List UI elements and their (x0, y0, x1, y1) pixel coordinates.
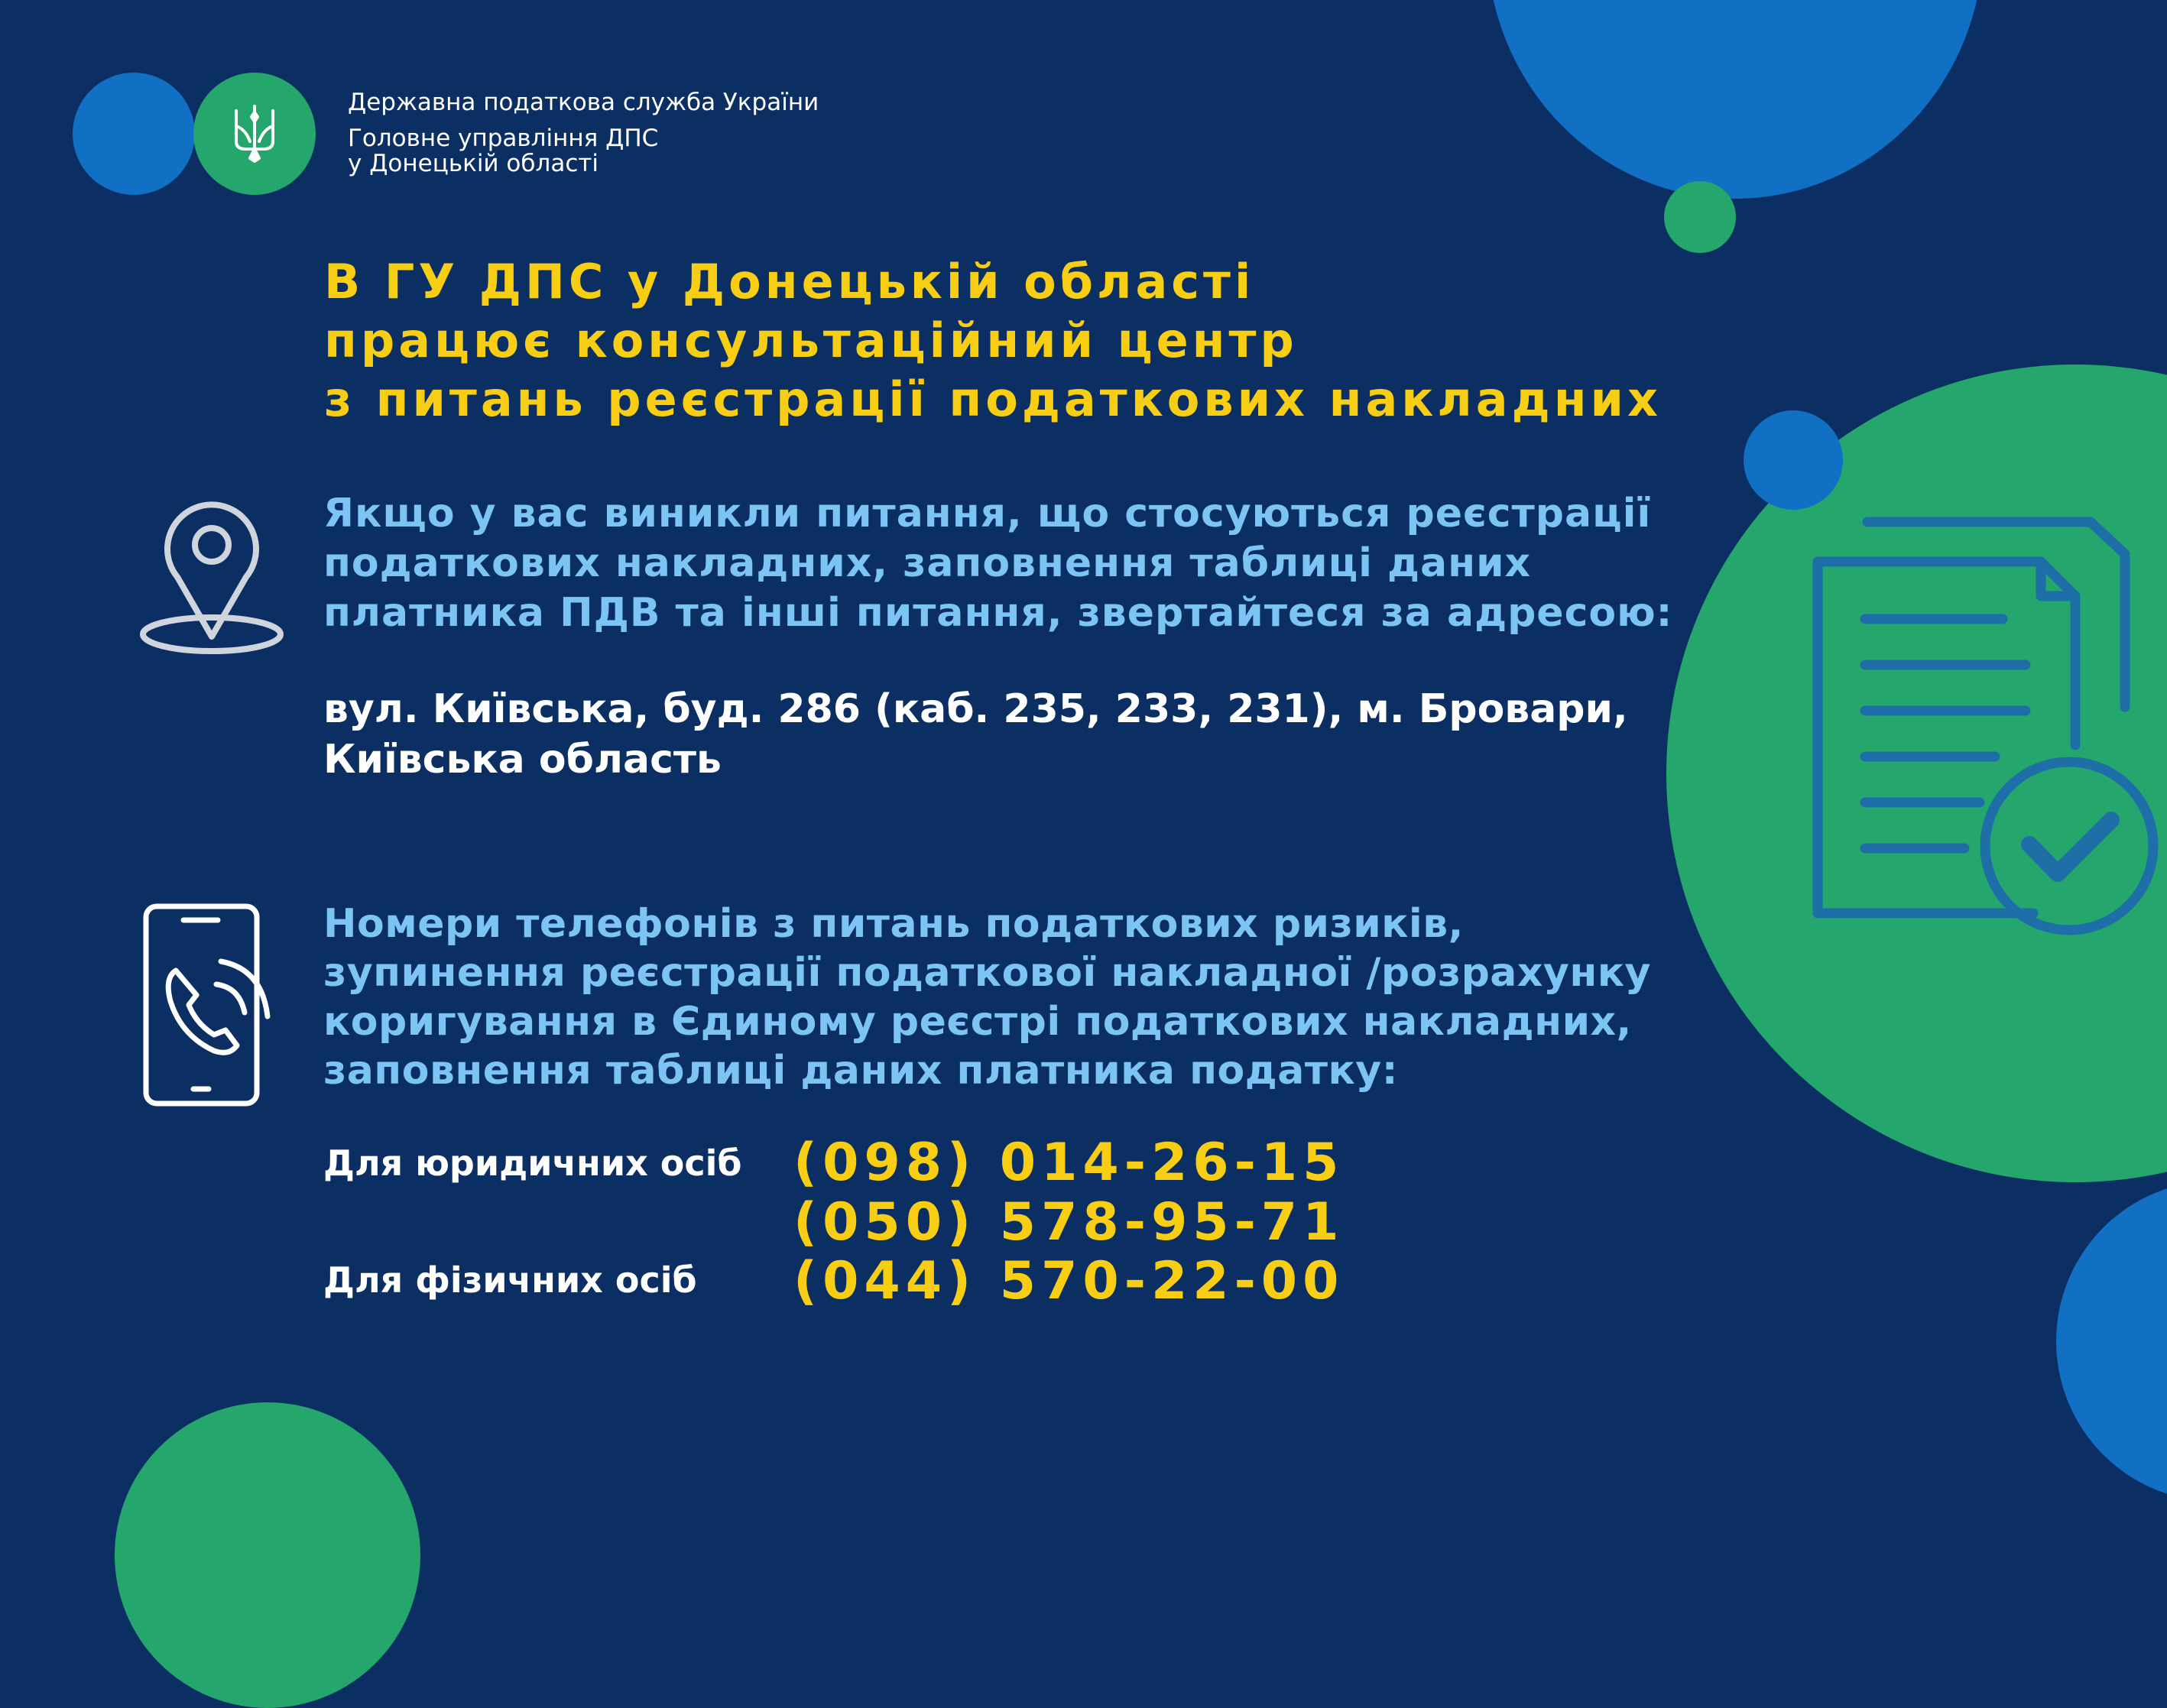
legal-phone-2[interactable]: (050) 578-95-71 (793, 1192, 1345, 1253)
phones-info-line4: заповнення таблиці даних платника податку: (323, 1048, 1398, 1094)
logo-circle-blue (73, 73, 195, 195)
legal-phone-1[interactable]: (098) 014-26-15 (793, 1133, 1345, 1193)
info-text (323, 489, 1672, 638)
individuals-label: Для фізичних осіб (323, 1259, 697, 1301)
phones-info-line2: зупинення реєстрації податкової накладної /розрахунку (323, 950, 1651, 996)
phones-info-text (323, 899, 1651, 1095)
individual-phone[interactable]: (044) 570-22-00 (793, 1251, 1345, 1311)
title-line1: В ГУ ДПС у Донецькій області (324, 254, 1255, 310)
org-name: Державна податкова служба України (348, 89, 819, 116)
phones-info-line1: Номери телефонів з питань податкових ризиків, (323, 901, 1464, 947)
decor-circle-blue-bottom-right (2056, 1181, 2167, 1502)
header-org-block (348, 86, 819, 181)
address-line2: Київська область (323, 737, 722, 783)
dept-line2: у Донецькій області (348, 150, 599, 177)
document-check-icon (1812, 516, 2167, 944)
address-text (323, 684, 1628, 785)
address-line1: вул. Київська, буд. 286 (каб. 235, 233, 231), м. Бровари, (323, 686, 1628, 732)
legal-persons-label: Для юридичних осіб (323, 1142, 742, 1184)
decor-circle-blue-top (1487, 0, 1984, 199)
info-line3: платника ПДВ та інші питання, звертайтеся за адресою: (323, 590, 1673, 636)
info-line2: податкових накладних, заповнення таблиці даних (323, 540, 1532, 586)
decor-circle-green-bottom (115, 1402, 420, 1708)
decor-circle-green-small (1664, 181, 1736, 253)
page-title (324, 252, 1662, 429)
dept-line1: Головне управління ДПС (348, 125, 659, 152)
title-line3: з питань реєстрації податкових накладних (324, 371, 1662, 427)
phones-info-line3: коригування в Єдиному реєстрі податкових накладних, (323, 999, 1632, 1045)
phone-call-icon (141, 902, 287, 1108)
trident-icon (232, 103, 277, 164)
info-line1: Якщо у вас виникли питання, що стосуються реєстрації (323, 491, 1652, 536)
decor-circle-blue-small (1744, 410, 1843, 510)
title-line2: працює консультаційний центр (324, 313, 1298, 368)
location-pin-icon (138, 493, 287, 661)
